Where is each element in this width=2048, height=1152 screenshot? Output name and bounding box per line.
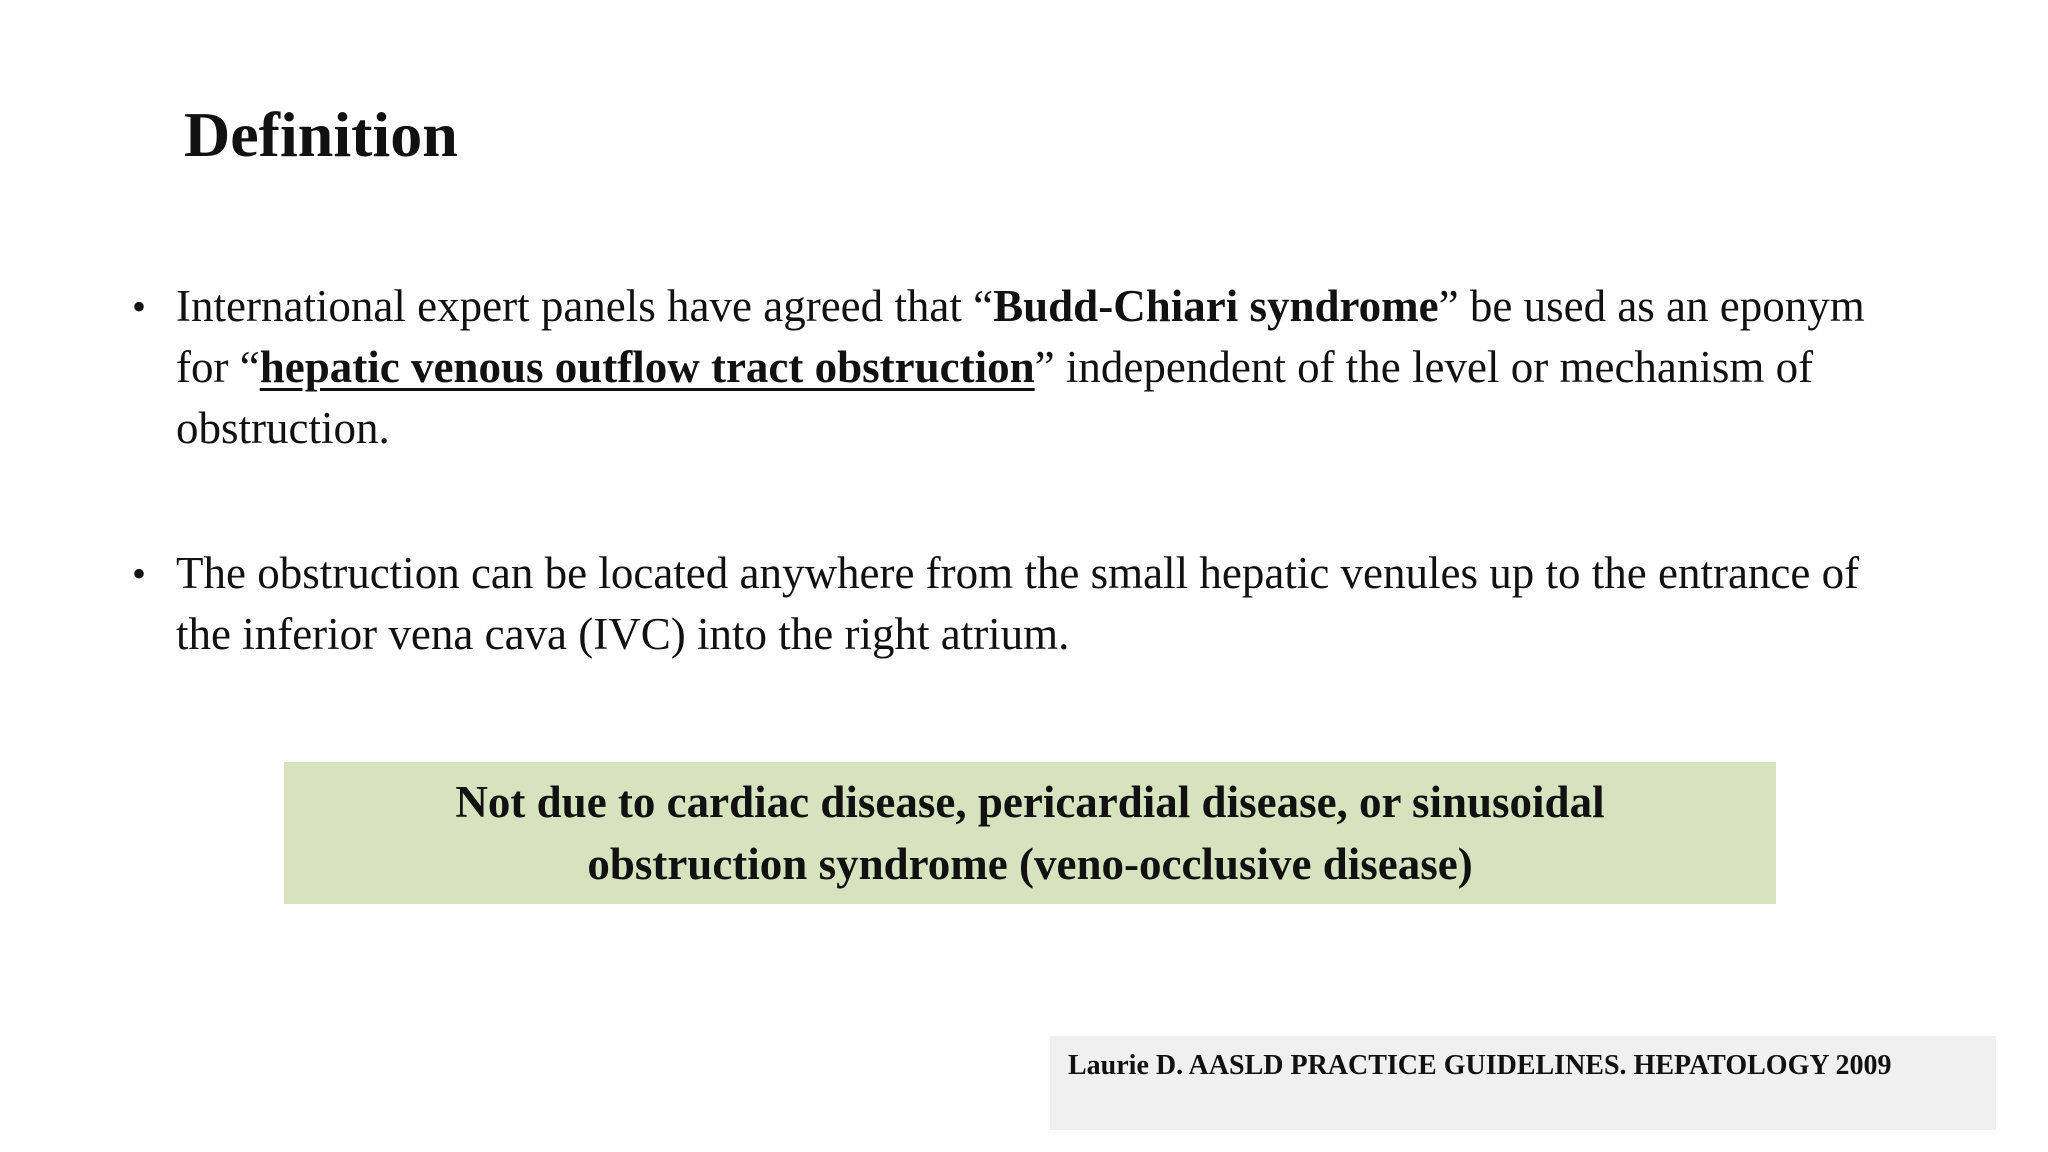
- bullet-marker: •: [132, 551, 147, 596]
- bullet-text: The obstruction can be located anywhere from the small hepatic venules up to the entrance of the inferior vena cava (IVC) into the right atrium.: [176, 548, 1860, 659]
- bullet-list: [132, 276, 1922, 749]
- bullet-text-part: International expert panels have agreed that “: [176, 281, 994, 331]
- citation-text: Laurie D. AASLD PRACTICE GUIDELINES. HEPATOLOGY 2009: [1068, 1050, 1892, 1081]
- callout-text: Not due to cardiac disease, pericardial disease, or sinusoidal obstruction syndrome (veno-occlusive disease): [455, 777, 1605, 889]
- bullet-marker: •: [132, 284, 147, 329]
- bullet-item-definition: [132, 276, 1922, 459]
- bullet-text-part: ” be used as an eponym for “: [176, 281, 1865, 392]
- bold-term-budd-chiari: Budd-Chiari syndrome: [993, 281, 1439, 331]
- bullet-item-location: [132, 543, 1922, 665]
- bullet-text-part: ” independent of the level or mechanism of obstruction.: [176, 342, 1814, 453]
- citation-box: [1050, 1036, 1996, 1130]
- bold-underlined-term-hvotO: hepatic venous outflow tract obstruction: [259, 342, 1035, 392]
- callout-box: [284, 762, 1776, 904]
- slide-title: Definition: [184, 99, 458, 170]
